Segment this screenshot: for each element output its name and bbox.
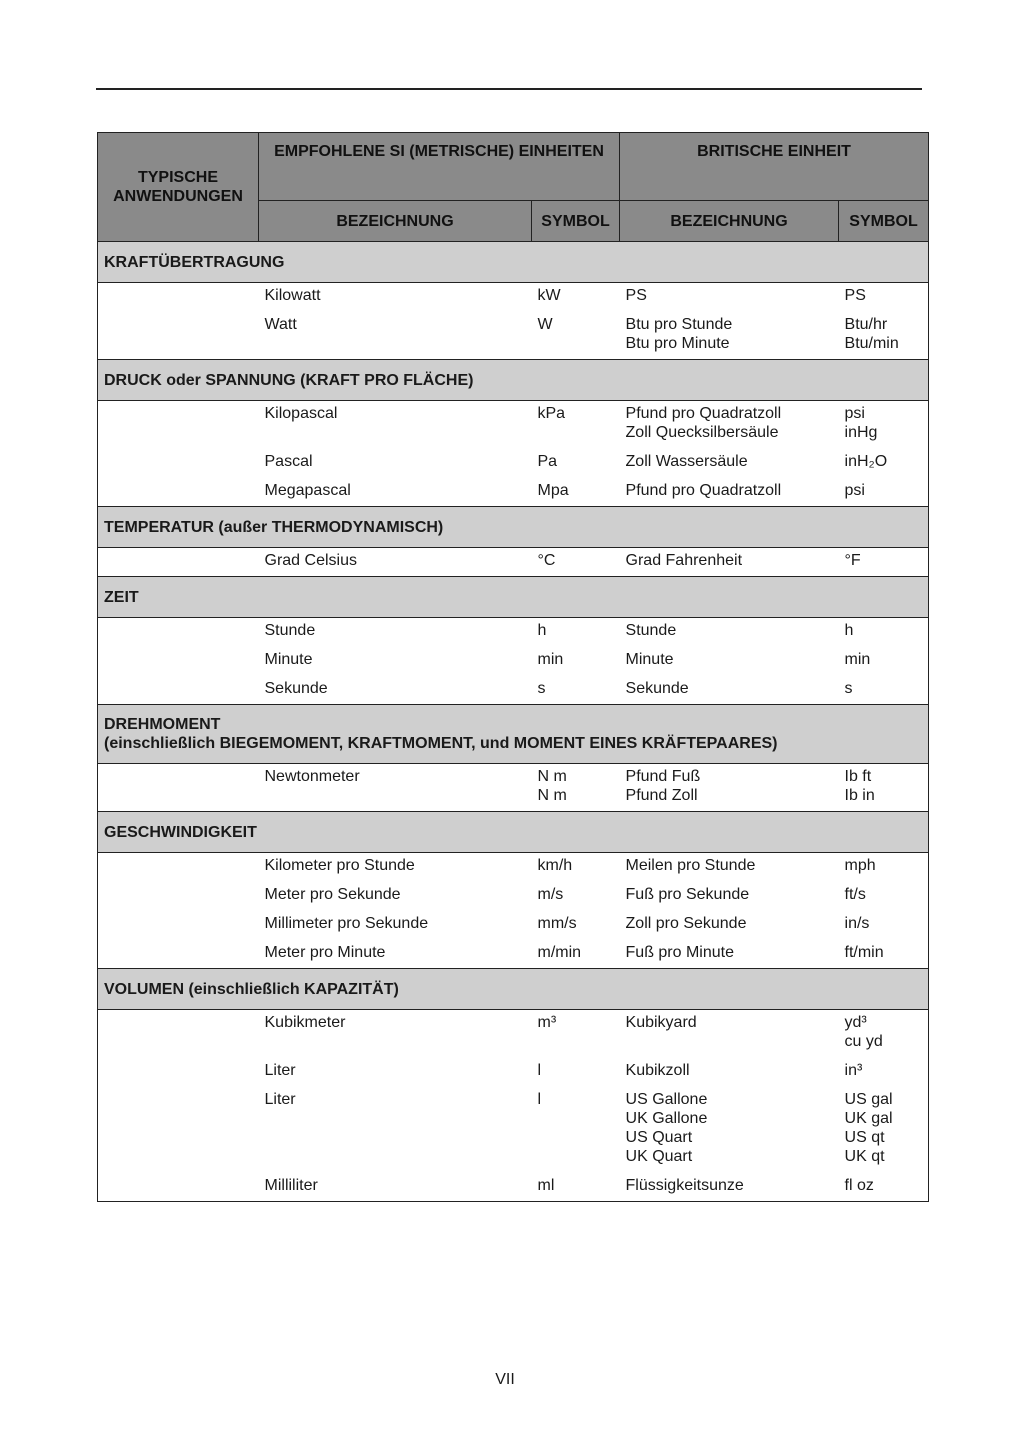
br-name-cell [620,648,839,677]
cell-line: Btu/hr [844,316,888,333]
cell-line: Flüssigkeitsunze [625,1177,744,1194]
table-row [98,313,929,360]
cell-line: UK qt [844,1148,885,1165]
br-symbol-cell [839,648,929,677]
si-symbol-cell [532,1174,620,1202]
top-rule [96,88,922,90]
table-row [98,764,929,812]
cell-line: PS [625,287,647,304]
cell-line: Meter pro Sekunde [264,886,401,903]
anwendung-cell [98,548,259,577]
cell-line: Grad Celsius [264,552,357,569]
cell-line: h [844,622,854,639]
si-name-cell [259,853,532,884]
anwendung-cell [98,1059,259,1088]
table-row [98,548,929,577]
header-britische-einheit: BRITISCHE EINHEIT [620,133,929,201]
br-name-cell [620,548,839,577]
br-symbol-cell [839,313,929,360]
table-row [98,479,929,507]
cell-line: m/s [537,886,564,903]
si-symbol-cell [532,648,620,677]
cell-line: Btu/min [844,335,899,352]
section-row [98,507,929,548]
br-name-cell [620,1010,839,1060]
section-title [98,577,929,618]
cell-line: yd³ [844,1014,867,1031]
si-name-cell [259,912,532,941]
table-row [98,648,929,677]
cell-line: inHg [844,424,878,441]
br-name-cell [620,853,839,884]
si-symbol-cell [532,1059,620,1088]
cell-line: Kubikmeter [264,1014,346,1031]
cell-line: psi [844,405,865,422]
si-name-cell [259,1088,532,1174]
cell-line: Fuß pro Minute [625,944,734,961]
page-number: VII [495,1371,515,1388]
cell-line: ft/s [844,886,866,903]
br-name-cell [620,283,839,314]
anwendung-cell [98,941,259,969]
br-name-cell [620,1059,839,1088]
section-subtitle-text: (einschließlich BIEGEMOMENT, KRAFTMOMENT, und MOMENT EINES KRÄFTEPAARES) [104,735,778,752]
br-name-cell [620,1088,839,1174]
si-symbol-cell [532,941,620,969]
cell-line: m³ [537,1014,557,1031]
cell-line: US Gallone [625,1091,708,1108]
cell-line: UK Quart [625,1148,693,1165]
cell-line: psi [844,482,865,499]
header-si-symbol: SYMBOL [532,201,620,242]
si-symbol-cell [532,883,620,912]
br-symbol-cell [839,1174,929,1202]
br-symbol-cell [839,853,929,884]
section-title [98,969,929,1010]
si-symbol-cell [532,1088,620,1174]
si-name-cell [259,1174,532,1202]
cell-line: US Quart [625,1129,693,1146]
section-title [98,242,929,283]
anwendung-cell [98,450,259,479]
anwendung-cell [98,1088,259,1174]
anwendung-cell [98,1174,259,1202]
br-symbol-cell [839,618,929,649]
cell-line: kPa [537,405,566,422]
cell-line: Millimeter pro Sekunde [264,915,429,932]
cell-line: N m [537,787,567,804]
br-symbol-cell [839,883,929,912]
cell-line: km/h [537,857,573,874]
table-row [98,283,929,314]
cell-line: mm/s [537,915,577,932]
cell-line: Fuß pro Sekunde [625,886,750,903]
br-name-cell [620,313,839,360]
cell-line: Sekunde [264,680,328,697]
section-row [98,242,929,283]
section-title [98,812,929,853]
br-name-cell [620,677,839,705]
si-name-cell [259,648,532,677]
cell-line: Megapascal [264,482,351,499]
header-typische-anwendungen: TYPISCHE ANWENDUNGEN [98,133,259,242]
si-name-cell [259,883,532,912]
si-symbol-cell [532,548,620,577]
br-symbol-cell [839,677,929,705]
cell-line: ml [537,1177,555,1194]
section-row [98,812,929,853]
br-name-cell [620,1174,839,1202]
units-table [97,132,929,1202]
si-name-cell [259,313,532,360]
cell-line: Grad Fahrenheit [625,552,743,569]
br-symbol-cell [839,941,929,969]
table-body [98,242,929,1202]
si-symbol-cell [532,479,620,507]
section-title-text: GESCHWINDIGKEIT [104,823,257,841]
section-title [98,360,929,401]
table-row [98,618,929,649]
cell-line: Kubikzoll [625,1062,690,1079]
br-name-cell [620,450,839,479]
si-name-cell [259,618,532,649]
cell-line: min [844,651,871,668]
br-symbol-cell [839,764,929,812]
cell-line: US gal [844,1091,893,1108]
header-si-einheiten: EMPFOHLENE SI (METRISCHE) EINHEITEN [259,133,620,201]
cell-line: Sekunde [625,680,689,697]
cell-line: inH₂O [844,453,888,470]
si-name-cell [259,677,532,705]
cell-line: Kilowatt [264,287,321,304]
cell-line: Pascal [264,453,313,470]
cell-line: Milliliter [264,1177,318,1194]
br-symbol-cell [839,548,929,577]
anwendung-cell [98,313,259,360]
anwendung-cell [98,1010,259,1060]
anwendung-cell [98,764,259,812]
si-symbol-cell [532,450,620,479]
cell-line: N m [537,768,567,785]
br-symbol-cell [839,401,929,451]
cell-line: l [537,1091,542,1108]
si-symbol-cell [532,764,620,812]
cell-line: PS [844,287,866,304]
cell-line: Meter pro Minute [264,944,386,961]
br-symbol-cell [839,1088,929,1174]
section-title-text: KRAFTÜBERTRAGUNG [104,253,285,271]
cell-line: kW [537,287,561,304]
br-name-cell [620,912,839,941]
si-name-cell [259,479,532,507]
section-row [98,705,929,764]
table-row [98,450,929,479]
cell-line: h [537,622,547,639]
header-si-bezeichnung: BEZEICHNUNG [259,201,532,242]
anwendung-cell [98,283,259,314]
cell-line: Zoll Quecksilbersäule [625,424,779,441]
cell-line: Pa [537,453,558,470]
si-symbol-cell [532,853,620,884]
si-symbol-cell [532,1010,620,1060]
br-symbol-cell [839,479,929,507]
si-name-cell [259,1059,532,1088]
br-name-cell [620,764,839,812]
si-name-cell [259,401,532,451]
cell-line: UK gal [844,1110,893,1127]
si-symbol-cell [532,912,620,941]
si-name-cell [259,764,532,812]
cell-line: l [537,1062,542,1079]
section-row [98,360,929,401]
cell-line: Kilopascal [264,405,338,422]
cell-line: Pfund pro Quadratzoll [625,405,782,422]
table-row [98,677,929,705]
anwendung-cell [98,479,259,507]
section-title-text: DRUCK oder SPANNUNG (KRAFT PRO FLÄCHE) [104,371,474,389]
cell-line: in³ [844,1062,863,1079]
cell-line: Liter [264,1062,296,1079]
cell-line: Zoll Wassersäule [625,453,748,470]
cell-line: s [537,680,546,697]
cell-line: cu yd [844,1033,883,1050]
header-br-symbol: SYMBOL [839,201,929,242]
anwendung-cell [98,912,259,941]
si-symbol-cell [532,618,620,649]
cell-line: ft/min [844,944,884,961]
anwendung-cell [98,677,259,705]
cell-line: Pfund Fuß [625,768,701,785]
br-name-cell [620,618,839,649]
si-name-cell [259,450,532,479]
si-name-cell [259,941,532,969]
table-row [98,853,929,884]
si-name-cell [259,1010,532,1060]
cell-line: Stunde [625,622,677,639]
cell-line: Stunde [264,622,316,639]
cell-line: Kubikyard [625,1014,697,1031]
cell-line: Watt [264,316,297,333]
section-title-text: ZEIT [104,588,139,606]
br-symbol-cell [839,450,929,479]
anwendung-cell [98,618,259,649]
table-row [98,1059,929,1088]
section-row [98,969,929,1010]
si-name-cell [259,548,532,577]
section-title-text: TEMPERATUR (außer THERMODYNAMISCH) [104,518,444,536]
cell-line: fl oz [844,1177,874,1194]
table-row [98,941,929,969]
cell-line: °F [844,552,861,569]
cell-line: Pfund pro Quadratzoll [625,482,782,499]
si-symbol-cell [532,283,620,314]
table-row [98,1010,929,1060]
br-symbol-cell [839,1059,929,1088]
cell-line: UK Gallone [625,1110,708,1127]
anwendung-cell [98,883,259,912]
si-symbol-cell [532,313,620,360]
cell-line: Newtonmeter [264,768,360,785]
cell-line: °C [537,552,556,569]
anwendung-cell [98,853,259,884]
section-title-text: VOLUMEN (einschließlich KAPAZITÄT) [104,980,399,998]
cell-line: Mpa [537,482,569,499]
cell-line: Kilometer pro Stunde [264,857,415,874]
cell-line: Minute [625,651,674,668]
table-row [98,883,929,912]
table-row [98,401,929,451]
section-row [98,577,929,618]
si-symbol-cell [532,401,620,451]
br-name-cell [620,941,839,969]
cell-line: Liter [264,1091,296,1108]
cell-line: s [844,680,853,697]
table-row [98,1088,929,1174]
cell-line: US qt [844,1129,885,1146]
br-name-cell [620,479,839,507]
cell-line: Btu pro Stunde [625,316,733,333]
br-symbol-cell [839,1010,929,1060]
section-title [98,705,929,764]
table-row [98,1174,929,1202]
cell-line: Ib in [844,787,875,804]
cell-line: Zoll pro Sekunde [625,915,747,932]
anwendung-cell [98,648,259,677]
cell-line: Minute [264,651,313,668]
si-name-cell [259,283,532,314]
br-symbol-cell [839,912,929,941]
cell-line: Meilen pro Stunde [625,857,756,874]
cell-line: Btu pro Minute [625,335,730,352]
header-br-bezeichnung: BEZEICHNUNG [620,201,839,242]
cell-line: W [537,316,553,333]
cell-line: min [537,651,564,668]
cell-line: m/min [537,944,582,961]
si-symbol-cell [532,677,620,705]
br-name-cell [620,883,839,912]
table-row [98,912,929,941]
cell-line: in/s [844,915,870,932]
cell-line: Ib ft [844,768,872,785]
anwendung-cell [98,401,259,451]
cell-line: Pfund Zoll [625,787,698,804]
section-title-text: DREHMOMENT [104,716,221,733]
section-title [98,507,929,548]
br-name-cell [620,401,839,451]
cell-line: mph [844,857,876,874]
br-symbol-cell [839,283,929,314]
